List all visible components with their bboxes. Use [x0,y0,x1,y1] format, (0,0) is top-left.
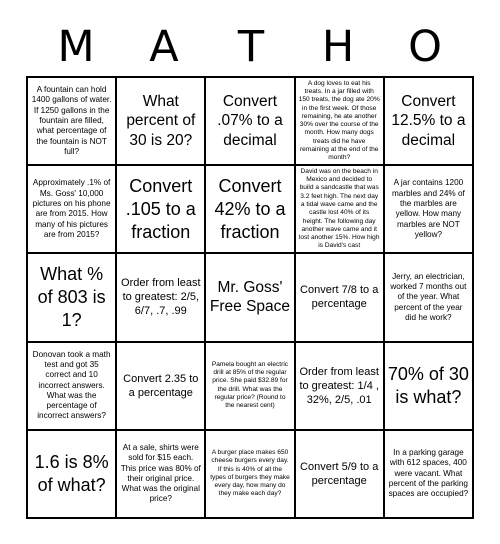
bingo-cell-r2c4[interactable] [295,165,384,253]
bingo-cell-r2c1[interactable] [27,165,116,253]
cell-text: In a parking garage with 612 spaces, 400 were vacant. What percent of the parking spaces are occupied? [388,448,469,499]
cell-text: Pamela bought an electric drill at 85% of the regular price. She paid $32.89 for the drill. What was the regular price? (Round to the nearest cent) [211,360,289,410]
cell-text: A burger place makes 650 cheese burgers every day. If this is 40% of all the types of burgers they make every day, how many do they make each day? [210,449,290,498]
bingo-cell-r3c5[interactable] [384,253,473,341]
bingo-cell-r5c4[interactable] [295,430,384,518]
cell-text: Jerry, an electrician, worked 7 months out of the year. What percent of the year did he work? [390,271,467,322]
bingo-cell-r2c2[interactable] [116,165,205,253]
cell-text: Order from least to greatest: 1/4 , 32%, 2/5, .01 [299,365,379,406]
cell-text: A jar contains 1200 marbles and 24% of the marbles are yellow. How many marbles are NOT yellow? [391,178,465,239]
bingo-cell-r1c2[interactable] [116,77,205,165]
bingo-cell-r1c5[interactable] [384,77,473,165]
bingo-cell-r3c1[interactable] [27,253,116,341]
bingo-cell-r3c3 [205,253,294,341]
bingo-cell-r3c2[interactable] [116,253,205,341]
cell-text: What % of 803 is 1? [37,263,106,330]
bingo-grid [26,76,474,519]
bingo-cell-r4c2[interactable] [116,342,205,430]
bingo-cell-r4c3[interactable] [205,342,294,430]
bingo-cell-r4c4[interactable] [295,342,384,430]
cell-text: Approximately .1% of Ms. Goss' 10,000 pictures on his phone are from 2015. How many of his pictures are from 2015? [32,178,111,239]
free-space-text: Mr. Goss' Free Space [209,278,291,316]
bingo-cell-r2c5[interactable] [384,165,473,253]
cell-text: Convert 42% to a fraction [214,175,286,242]
cell-text: A fountain can hold 1400 gallons of water. If 1250 gallons in the fountain are filled, what percentage of the fountain is NOT full? [31,85,112,156]
cell-text: 1.6 is 8% of what? [34,451,109,495]
cell-text: Convert .105 to a fraction [125,175,196,242]
bingo-cell-r1c1[interactable] [27,77,116,165]
bingo-cell-r2c3[interactable] [205,165,294,253]
cell-text: Donovan took a math test and got 35 correct and 10 incorrect answers. What was the percentage of incorrect answers? [32,349,111,421]
header-letter-h: H [321,22,355,72]
bingo-cell-r5c5[interactable] [384,430,473,518]
header-letter-o: O [408,22,442,72]
bingo-cell-r3c4[interactable] [295,253,384,341]
header-letter-t: T [237,22,265,72]
bingo-cell-r1c4[interactable] [295,77,384,165]
cell-text: Convert 12.5% to a decimal [391,92,466,149]
cell-text: Convert .07% to a decimal [217,92,283,149]
bingo-cell-r5c3[interactable] [205,430,294,518]
cell-text: A dog loves to eat his treats. In a jar filled with 150 treats, the dog ate 20% in the first week. Of those remaining, he ate another 30% over the course of the month. How many dogs treats did he have remaining at the end of the month? [298,79,380,162]
cell-text: Order from least to greatest: 2/5, 6/7, .7, .99 [121,277,201,318]
header-letter-a: A [149,22,179,72]
cell-text: Convert 7/8 to a percentage [300,284,379,311]
bingo-cell-r4c1[interactable] [27,342,116,430]
bingo-cell-r5c1[interactable] [27,430,116,518]
cell-text: At a sale, shirts were sold for $15 each. This price was 80% of their original price. What was the original price? [120,443,201,504]
cell-text: 70% of 30 is what? [387,363,469,407]
cell-text: What percent of 30 is 20? [126,92,196,149]
bingo-cell-r1c3[interactable] [205,77,294,165]
header-letter-m: M [57,22,95,72]
cell-text: David was on the beach in Mexico and decided to build a sandcastle that was 3.2 feet high. The next day a tidal wave came and the castle lost 40% of its height. The following day another wave came and it lost another 15%. How high is David's cast [298,167,380,250]
bingo-cell-r5c2[interactable] [116,430,205,518]
bingo-cell-r4c5[interactable] [384,342,473,430]
cell-text: Convert 2.35 to a percentage [123,372,199,399]
bingo-header [0,0,500,74]
cell-text: Convert 5/9 to a percentage [300,460,379,487]
